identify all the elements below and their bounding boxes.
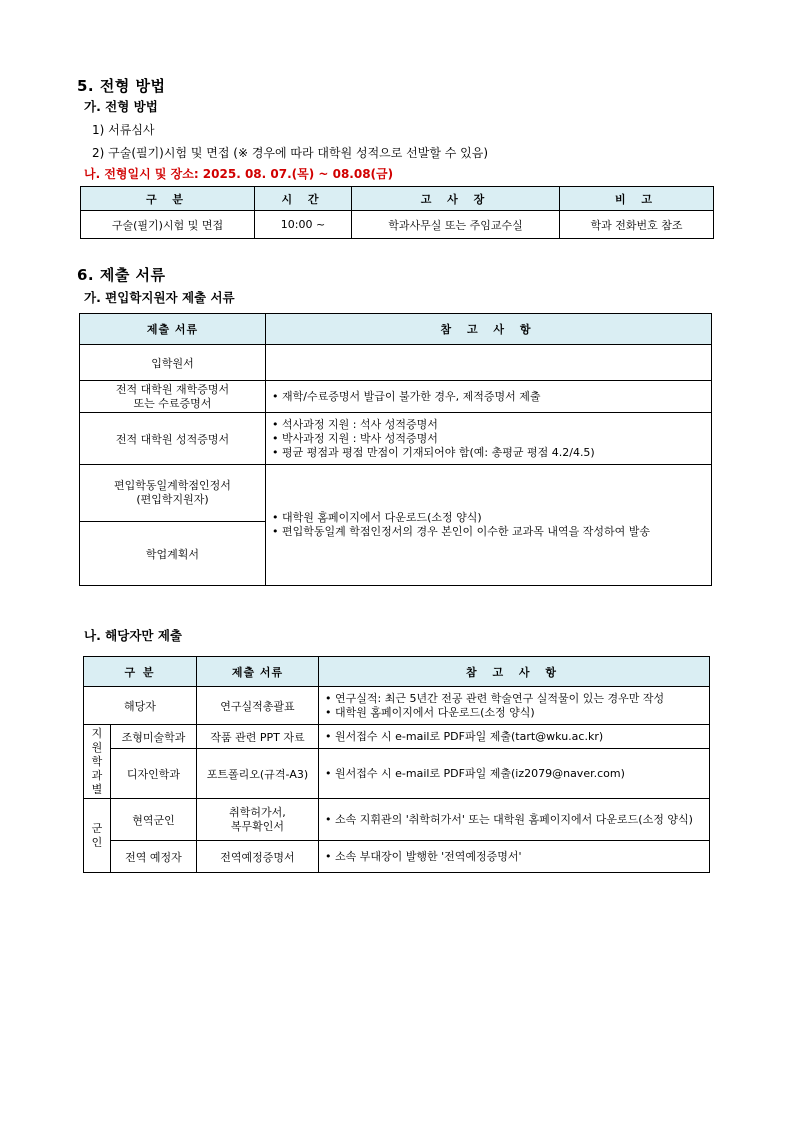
section6-sub-b: 나. 해당자만 제출 [84, 628, 182, 643]
table-cell: 학과사무실 또는 주임교수실 [352, 211, 560, 239]
section5-item-2: 2) 구술(필기)시험 및 면접 (※ 경우에 따라 대학원 성적으로 선발할 수 있음) [92, 146, 489, 160]
section5-sub-b: 나. 전형일시 및 장소: 2025. 08. 07.(목) ~ 08.08(금) [84, 167, 394, 181]
doc-cell: 작품 관련 PPT 자료 [197, 725, 319, 749]
table-cell: 구술(필기)시험 및 면접 [81, 211, 255, 239]
col-header: 참 고 사 항 [319, 657, 710, 687]
group-label-dept [84, 725, 111, 799]
notes-cell [319, 687, 710, 725]
notes-cell [319, 725, 710, 749]
doc-name: (편입학지원자) [136, 493, 209, 506]
note-item: • 원서접수 시 e-mail로 PDF파일 제출(tart@wku.ac.kr) [325, 730, 709, 744]
col-header: 비 고 [560, 187, 714, 211]
notes-cell [266, 465, 712, 586]
note-item: • 원서접수 시 e-mail로 PDF파일 제출(iz2079@naver.com) [325, 767, 709, 781]
doc-cell [80, 381, 266, 413]
doc-cell: 전역예정증명서 [197, 841, 319, 873]
doc-name: 편입학동일계학점인정서 [114, 479, 231, 492]
doc-cell [80, 465, 266, 522]
doc-cell [80, 522, 266, 586]
note-item: • 소속 부대장이 발행한 '전역예정증명서' [325, 850, 709, 864]
doc-name: 학업계획서 [145, 547, 200, 561]
col-header: 구 분 [84, 657, 197, 687]
doc-name: 복무확인서 [230, 819, 285, 833]
note-item: • 재학/수료증명서 발급이 불가한 경우, 제적증명서 제출 [272, 390, 711, 404]
section5-sub-a: 가. 전형 방법 [84, 99, 158, 114]
note-item: • 연구실적: 최근 5년간 전공 관련 학술연구 실적물이 있는 경우만 작성 [325, 692, 709, 706]
dept-cell: 현역군인 [111, 799, 197, 841]
col-header: 시 간 [255, 187, 352, 211]
doc-name: 취학허가서, [229, 805, 286, 819]
note-item: • 평균 평점과 평점 만점이 기재되어야 함(예: 총평균 평점 4.2/4.5) [272, 446, 711, 460]
notes-cell [319, 749, 710, 799]
col-header: 제출 서류 [80, 314, 266, 345]
notes-cell [319, 841, 710, 873]
doc-cell: 포트폴리오(규격-A3) [197, 749, 319, 799]
dept-cell: 디자인학과 [111, 749, 197, 799]
note-item: • 박사과정 지원 : 박사 성적증명서 [272, 432, 711, 446]
notes-cell [266, 345, 712, 381]
doc-cell: 연구실적총괄표 [197, 687, 319, 725]
group-label-text: 지 원 학 과 별 [91, 726, 103, 796]
doc-cell [80, 345, 266, 381]
doc-name: 또는 수료증명서 [133, 396, 212, 410]
transfer-docs-table [79, 313, 712, 586]
dept-cell: 전역 예정자 [111, 841, 197, 873]
group-label-military [84, 799, 111, 873]
note-item: • 대학원 홈페이지에서 다운로드(소정 양식) [325, 706, 709, 720]
applicable-docs-table [83, 656, 710, 873]
note-item: • 석사과정 지원 : 석사 성적증명서 [272, 418, 711, 432]
col-header: 참 고 사 항 [266, 314, 712, 345]
schedule-table [80, 186, 714, 239]
notes-cell [266, 381, 712, 413]
doc-name: 전적 대학원 성적증명서 [115, 432, 230, 446]
col-header: 구 분 [81, 187, 255, 211]
section5-title: 5. 전형 방법 [77, 77, 166, 95]
doc-cell [80, 413, 266, 465]
table-cell: 10:00 ~ [255, 211, 352, 239]
group-label-text: 군 인 [91, 821, 103, 849]
note-item: • 소속 지휘관의 '취학허가서' 또는 대학원 홈페이지에서 다운로드(소정 양식) [325, 813, 709, 827]
note-item: • 대학원 홈페이지에서 다운로드(소정 양식) [272, 511, 711, 525]
note-item: • 편입학동일계 학점인정서의 경우 본인이 이수한 교과목 내역을 작성하여 발송 [272, 525, 711, 539]
col-header: 고 사 장 [352, 187, 560, 211]
doc-cell [197, 799, 319, 841]
notes-cell [319, 799, 710, 841]
table-cell: 학과 전화번호 참조 [560, 211, 714, 239]
dept-cell: 조형미술학과 [111, 725, 197, 749]
section5-item-1: 1) 서류심사 [92, 123, 155, 137]
col-header: 제출 서류 [197, 657, 319, 687]
category-cell: 해당자 [84, 687, 197, 725]
notes-cell [266, 413, 712, 465]
doc-name: 전적 대학원 재학증명서 [115, 382, 230, 396]
section6-title: 6. 제출 서류 [77, 266, 166, 284]
doc-name: 입학원서 [151, 356, 194, 370]
section6-sub-a: 가. 편입학지원자 제출 서류 [84, 290, 235, 305]
